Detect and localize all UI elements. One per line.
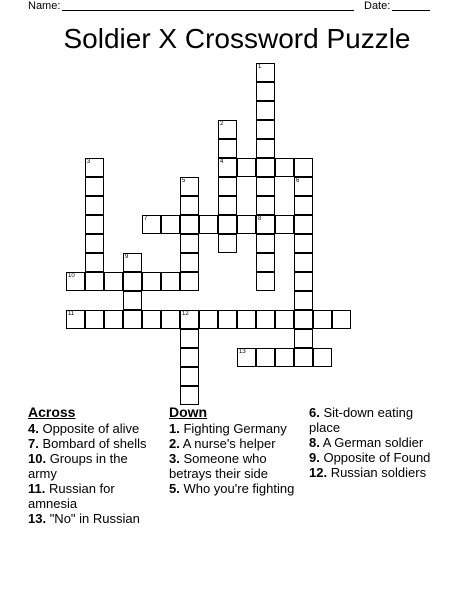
clue-item (28, 511, 156, 526)
grid-cell[interactable] (218, 234, 237, 253)
grid-cell[interactable] (237, 215, 256, 234)
cell-number: 5 (182, 178, 186, 184)
grid-cell[interactable] (161, 310, 180, 329)
grid-cell[interactable] (161, 272, 180, 291)
grid-cell[interactable] (294, 272, 313, 291)
clue-text: Sit-down eating place (309, 405, 414, 435)
grid-cell[interactable] (180, 253, 199, 272)
clue-number: 13. (28, 511, 47, 526)
grid-cell[interactable] (256, 177, 275, 196)
grid-cell[interactable] (256, 234, 275, 253)
grid-cell[interactable] (218, 196, 237, 215)
grid-cell[interactable] (294, 234, 313, 253)
grid-cell[interactable] (256, 215, 275, 234)
grid-cell[interactable] (275, 158, 294, 177)
grid-cell[interactable] (180, 196, 199, 215)
clue-number: 9. (309, 450, 320, 465)
cell-number: 11 (68, 311, 75, 317)
grid-cell[interactable] (123, 310, 142, 329)
grid-cell[interactable] (256, 63, 275, 82)
grid-cell[interactable] (294, 329, 313, 348)
cell-number: 4 (220, 159, 224, 165)
name-label: Name: (28, 0, 61, 12)
clue-item (309, 435, 437, 450)
grid-cell[interactable] (237, 310, 256, 329)
cell-number: 10 (68, 273, 75, 279)
grid-cell[interactable] (313, 310, 332, 329)
clue-number: 8. (309, 435, 320, 450)
clue-item (309, 465, 437, 480)
grid-cell[interactable] (123, 291, 142, 310)
grid-cell[interactable] (180, 215, 199, 234)
grid-cell[interactable] (180, 234, 199, 253)
grid-cell[interactable] (104, 310, 123, 329)
down-clues-continued (309, 405, 437, 480)
cell-number: 12 (182, 311, 189, 317)
grid-cell[interactable] (161, 215, 180, 234)
grid-cell[interactable] (142, 272, 161, 291)
grid-cell[interactable] (256, 158, 275, 177)
grid-cell[interactable] (294, 291, 313, 310)
grid-cell[interactable] (294, 196, 313, 215)
clue-text: Russian soldiers (327, 465, 427, 480)
grid-cell[interactable] (85, 177, 104, 196)
clue-item (169, 421, 299, 436)
cell-number: 13 (239, 349, 246, 355)
grid-cell[interactable] (123, 253, 142, 272)
grid-cell[interactable] (142, 310, 161, 329)
clue-text: Who you're fighting (179, 481, 295, 496)
grid-cell[interactable] (199, 310, 218, 329)
grid-cell[interactable] (256, 348, 275, 367)
cell-number: 6 (296, 178, 300, 184)
clue-text: Opposite of alive (38, 421, 140, 436)
grid-cell[interactable] (275, 215, 294, 234)
grid-cell[interactable] (256, 196, 275, 215)
grid-cell[interactable] (85, 158, 104, 177)
grid-cell[interactable] (180, 386, 199, 405)
clue-text: Fighting Germany (179, 421, 287, 436)
grid-cell[interactable] (199, 215, 218, 234)
clue-text: Someone who betrays their side (169, 451, 268, 481)
down-clue-list-continued (309, 405, 437, 480)
clue-item (169, 436, 299, 451)
grid-cell[interactable] (180, 348, 199, 367)
grid-cell[interactable] (275, 310, 294, 329)
grid-cell[interactable] (85, 196, 104, 215)
cell-number: 3 (87, 159, 91, 165)
cell-number: 1 (258, 64, 262, 70)
grid-cell[interactable] (180, 310, 199, 329)
clue-item (28, 481, 156, 511)
clue-item (309, 405, 437, 435)
down-clue-list (169, 421, 299, 496)
date-field-line[interactable] (392, 10, 430, 11)
grid-cell[interactable] (218, 139, 237, 158)
grid-cell[interactable] (256, 101, 275, 120)
clue-number: 3. (169, 451, 180, 466)
grid-cell[interactable] (256, 272, 275, 291)
grid-cell[interactable] (218, 177, 237, 196)
date-label: Date: (364, 0, 391, 12)
down-heading: Down (169, 404, 208, 420)
grid-cell[interactable] (218, 120, 237, 139)
down-clues (169, 405, 299, 496)
clue-number: 7. (28, 436, 39, 451)
clue-item (28, 421, 156, 436)
grid-cell[interactable] (256, 310, 275, 329)
grid-cell[interactable] (237, 348, 256, 367)
clue-number: 12. (309, 465, 328, 480)
across-clue-list (28, 421, 156, 526)
clue-text: Bombard of shells (38, 436, 147, 451)
grid-cell[interactable] (85, 310, 104, 329)
grid-cell[interactable] (66, 272, 85, 291)
clue-number: 10. (28, 451, 47, 466)
clue-item (28, 451, 156, 481)
grid-cell[interactable] (237, 158, 256, 177)
grid-cell[interactable] (256, 120, 275, 139)
grid-cell[interactable] (123, 272, 142, 291)
clue-text: "No" in Russian (46, 511, 140, 526)
across-heading: Across (28, 404, 76, 420)
grid-cell[interactable] (85, 253, 104, 272)
grid-cell[interactable] (256, 82, 275, 101)
grid-cell[interactable] (85, 234, 104, 253)
clue-number: 2. (169, 436, 180, 451)
grid-cell[interactable] (66, 310, 85, 329)
cell-number: 8 (258, 216, 262, 222)
grid-cell[interactable] (218, 158, 237, 177)
grid-cell[interactable] (142, 215, 161, 234)
grid-cell[interactable] (104, 272, 123, 291)
name-field-line[interactable] (62, 10, 354, 11)
clue-text: Russian for amnesia (28, 481, 115, 511)
grid-cell[interactable] (332, 310, 351, 329)
grid-cell[interactable] (294, 177, 313, 196)
clue-item (28, 436, 156, 451)
grid-cell[interactable] (180, 367, 199, 386)
clue-item (169, 451, 299, 481)
grid-cell[interactable] (180, 329, 199, 348)
grid-cell[interactable] (294, 348, 313, 367)
clue-number: 11. (28, 481, 46, 496)
grid-cell[interactable] (85, 215, 104, 234)
grid-cell[interactable] (256, 253, 275, 272)
grid-cell[interactable] (294, 310, 313, 329)
grid-cell[interactable] (218, 310, 237, 329)
clue-text: A German soldier (319, 435, 424, 450)
clue-text: Groups in the army (28, 451, 128, 481)
clue-text: Opposite of Found (319, 450, 431, 465)
grid-cell[interactable] (85, 272, 104, 291)
grid-cell[interactable] (256, 139, 275, 158)
cell-number: 9 (125, 254, 129, 260)
grid-cell[interactable] (313, 348, 332, 367)
grid-cell[interactable] (275, 348, 294, 367)
grid-cell[interactable] (294, 215, 313, 234)
clue-number: 5. (169, 481, 180, 496)
cell-number: 2 (220, 121, 224, 127)
clue-number: 6. (309, 405, 320, 420)
grid-cell[interactable] (294, 158, 313, 177)
clue-item (169, 481, 299, 496)
grid-cell[interactable] (180, 177, 199, 196)
grid-cell[interactable] (294, 253, 313, 272)
clue-number: 4. (28, 421, 39, 436)
grid-cell[interactable] (218, 215, 237, 234)
cell-number: 7 (144, 216, 148, 222)
across-clues (28, 405, 156, 526)
clue-number: 1. (169, 421, 180, 436)
puzzle-title: Soldier X Crossword Puzzle (63, 23, 411, 54)
clue-item (309, 450, 437, 465)
clue-text: A nurse's helper (179, 436, 276, 451)
grid-cell[interactable] (180, 272, 199, 291)
